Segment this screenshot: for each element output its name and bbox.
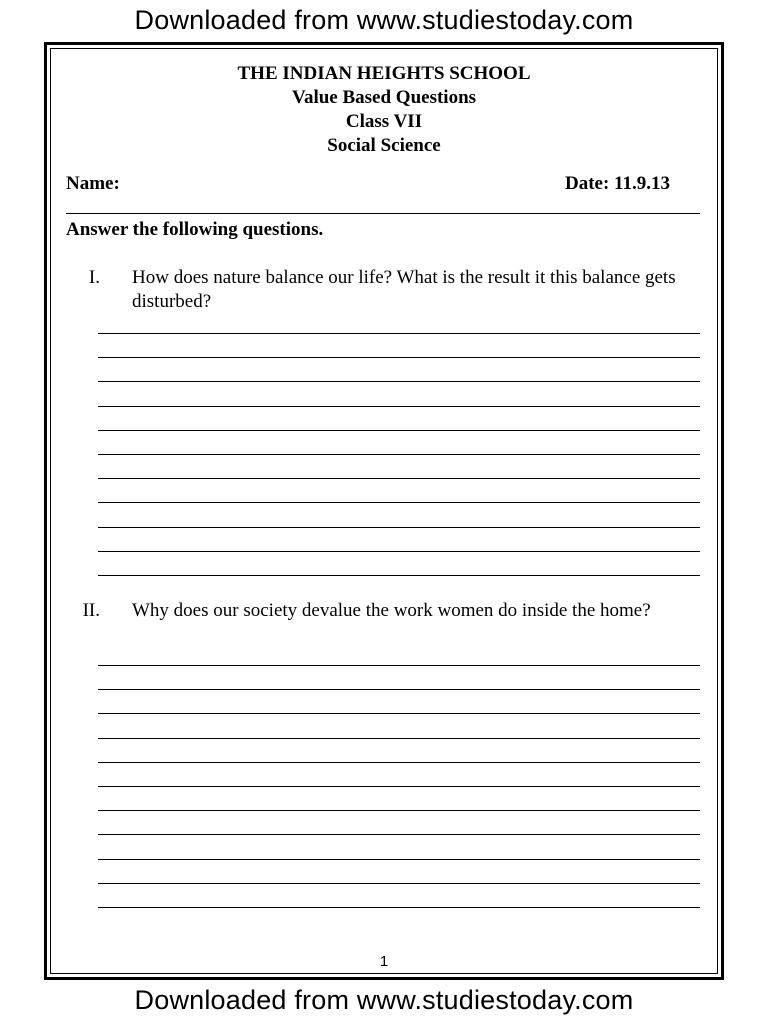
answer-line (98, 527, 700, 528)
answer-line (98, 333, 700, 334)
answer-line (98, 551, 700, 552)
answer-line (98, 713, 700, 714)
answer-line (98, 406, 700, 407)
question-number: I. (88, 267, 100, 288)
answer-line (98, 478, 700, 479)
question-text: How does nature balance our life? What is the result it this balance gets disturbed? (132, 267, 676, 312)
answer-line (98, 689, 700, 690)
header-divider (66, 213, 700, 214)
answer-line (98, 738, 700, 739)
download-banner-top: Downloaded from www.studiestoday.com (134, 5, 634, 35)
answer-line (98, 859, 700, 860)
answer-lines-1 (98, 333, 700, 599)
answer-lines-2 (98, 665, 700, 931)
question-text: Why does our society devalue the work women do inside the home? (132, 600, 651, 621)
answer-line (98, 502, 700, 503)
name-label: Name: (66, 173, 120, 194)
answer-line (98, 810, 700, 811)
answer-line (98, 381, 700, 382)
answer-line (98, 883, 700, 884)
answer-line (98, 575, 700, 576)
school-name: THE INDIAN HEIGHTS SCHOOL (237, 63, 531, 84)
answer-line (98, 834, 700, 835)
answer-line (98, 762, 700, 763)
document-subtitle: Value Based Questions (291, 87, 477, 108)
answer-line (98, 357, 700, 358)
answer-line (98, 907, 700, 908)
answer-line (98, 786, 700, 787)
document-header (0, 62, 768, 158)
question-number: II. (82, 600, 100, 621)
download-banner-bottom: Downloaded from www.studiestoday.com (134, 985, 634, 1015)
class-label: Class VII (345, 111, 423, 132)
instruction-text: Answer the following questions. (66, 219, 324, 240)
date-label: Date: 11.9.13 (564, 173, 670, 194)
answer-line (98, 665, 700, 666)
answer-line (98, 454, 700, 455)
subject-label: Social Science (327, 135, 441, 156)
answer-line (98, 430, 700, 431)
page-number: 1 (379, 953, 389, 970)
